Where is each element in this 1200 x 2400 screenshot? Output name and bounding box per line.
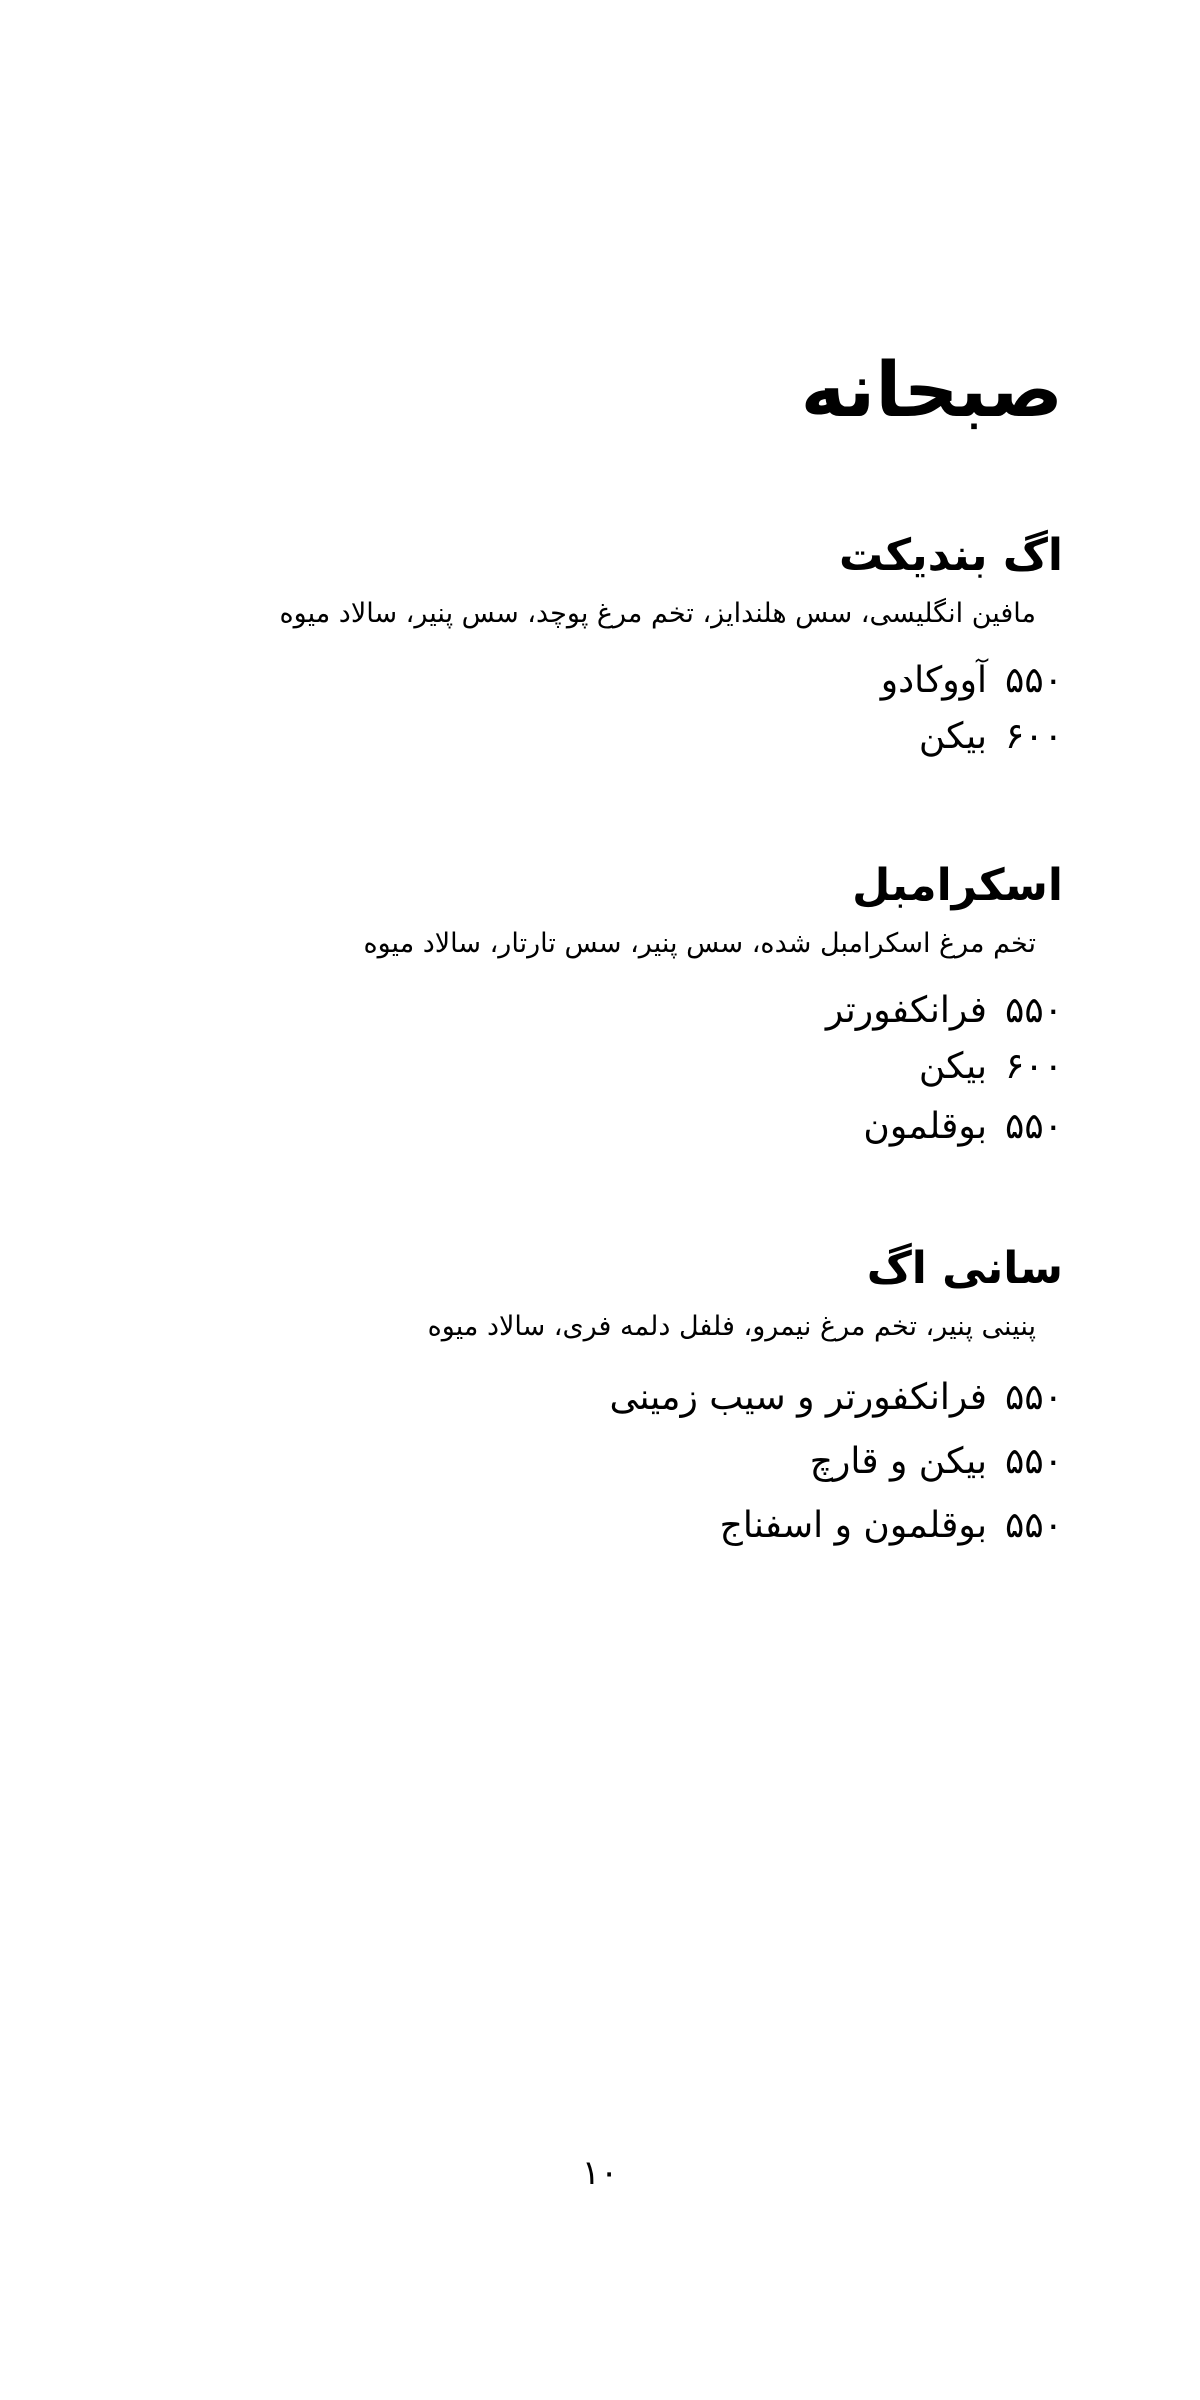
option-price: ۶۰۰ xyxy=(1004,716,1063,757)
option-name: بیکن و قارچ xyxy=(809,1441,987,1482)
page-number: ۱۰ xyxy=(581,2153,619,2193)
option-name: آووکادو xyxy=(880,660,987,701)
menu-section-scrambled xyxy=(83,860,1063,1147)
option-price: ۶۰۰ xyxy=(1004,1046,1063,1087)
menu-option xyxy=(83,1106,1063,1147)
option-price: ۵۵۰ xyxy=(1004,660,1063,701)
option-price: ۵۵۰ xyxy=(1004,1505,1063,1546)
option-price: ۵۵۰ xyxy=(1004,990,1063,1031)
page-title: صبحانه xyxy=(800,345,1063,434)
option-name: بیکن xyxy=(918,1046,987,1087)
menu-section-eggs-benedict xyxy=(83,530,1063,757)
option-list xyxy=(83,660,1063,757)
menu-option xyxy=(83,1505,1063,1546)
section-title: اگ بندیکت xyxy=(838,530,1063,581)
section-description: تخم مرغ اسکرامبل شده، سس پنیر، سس تارتار، سالاد میوه xyxy=(363,928,1036,959)
menu-option xyxy=(83,1441,1063,1482)
option-list xyxy=(83,990,1063,1147)
section-title: سانی اگ xyxy=(866,1243,1063,1294)
section-description: مافین انگلیسی، سس هلندایز، تخم مرغ پوچد، سس پنیر، سالاد میوه xyxy=(279,598,1036,629)
menu-option xyxy=(83,1046,1063,1087)
option-list xyxy=(83,1377,1063,1546)
option-price: ۵۵۰ xyxy=(1004,1106,1063,1147)
option-name: فرانکفورتر و سیب زمینی xyxy=(609,1377,987,1418)
option-price: ۵۵۰ xyxy=(1004,1441,1063,1482)
option-price: ۵۵۰ xyxy=(1004,1377,1063,1418)
menu-option xyxy=(83,716,1063,757)
menu-section-sunny-egg xyxy=(83,1243,1063,1546)
menu-option xyxy=(83,990,1063,1031)
menu-option xyxy=(83,1377,1063,1418)
section-description: پنینی پنیر، تخم مرغ نیمرو، فلفل دلمه فری، سالاد میوه xyxy=(427,1311,1036,1342)
option-name: بیکن xyxy=(918,716,987,757)
section-title: اسکرامبل xyxy=(852,860,1063,911)
option-name: بوقلمون xyxy=(863,1106,987,1147)
option-name: بوقلمون و اسفناج xyxy=(719,1505,987,1546)
option-name: فرانکفورتر xyxy=(825,990,987,1031)
menu-option xyxy=(83,660,1063,701)
